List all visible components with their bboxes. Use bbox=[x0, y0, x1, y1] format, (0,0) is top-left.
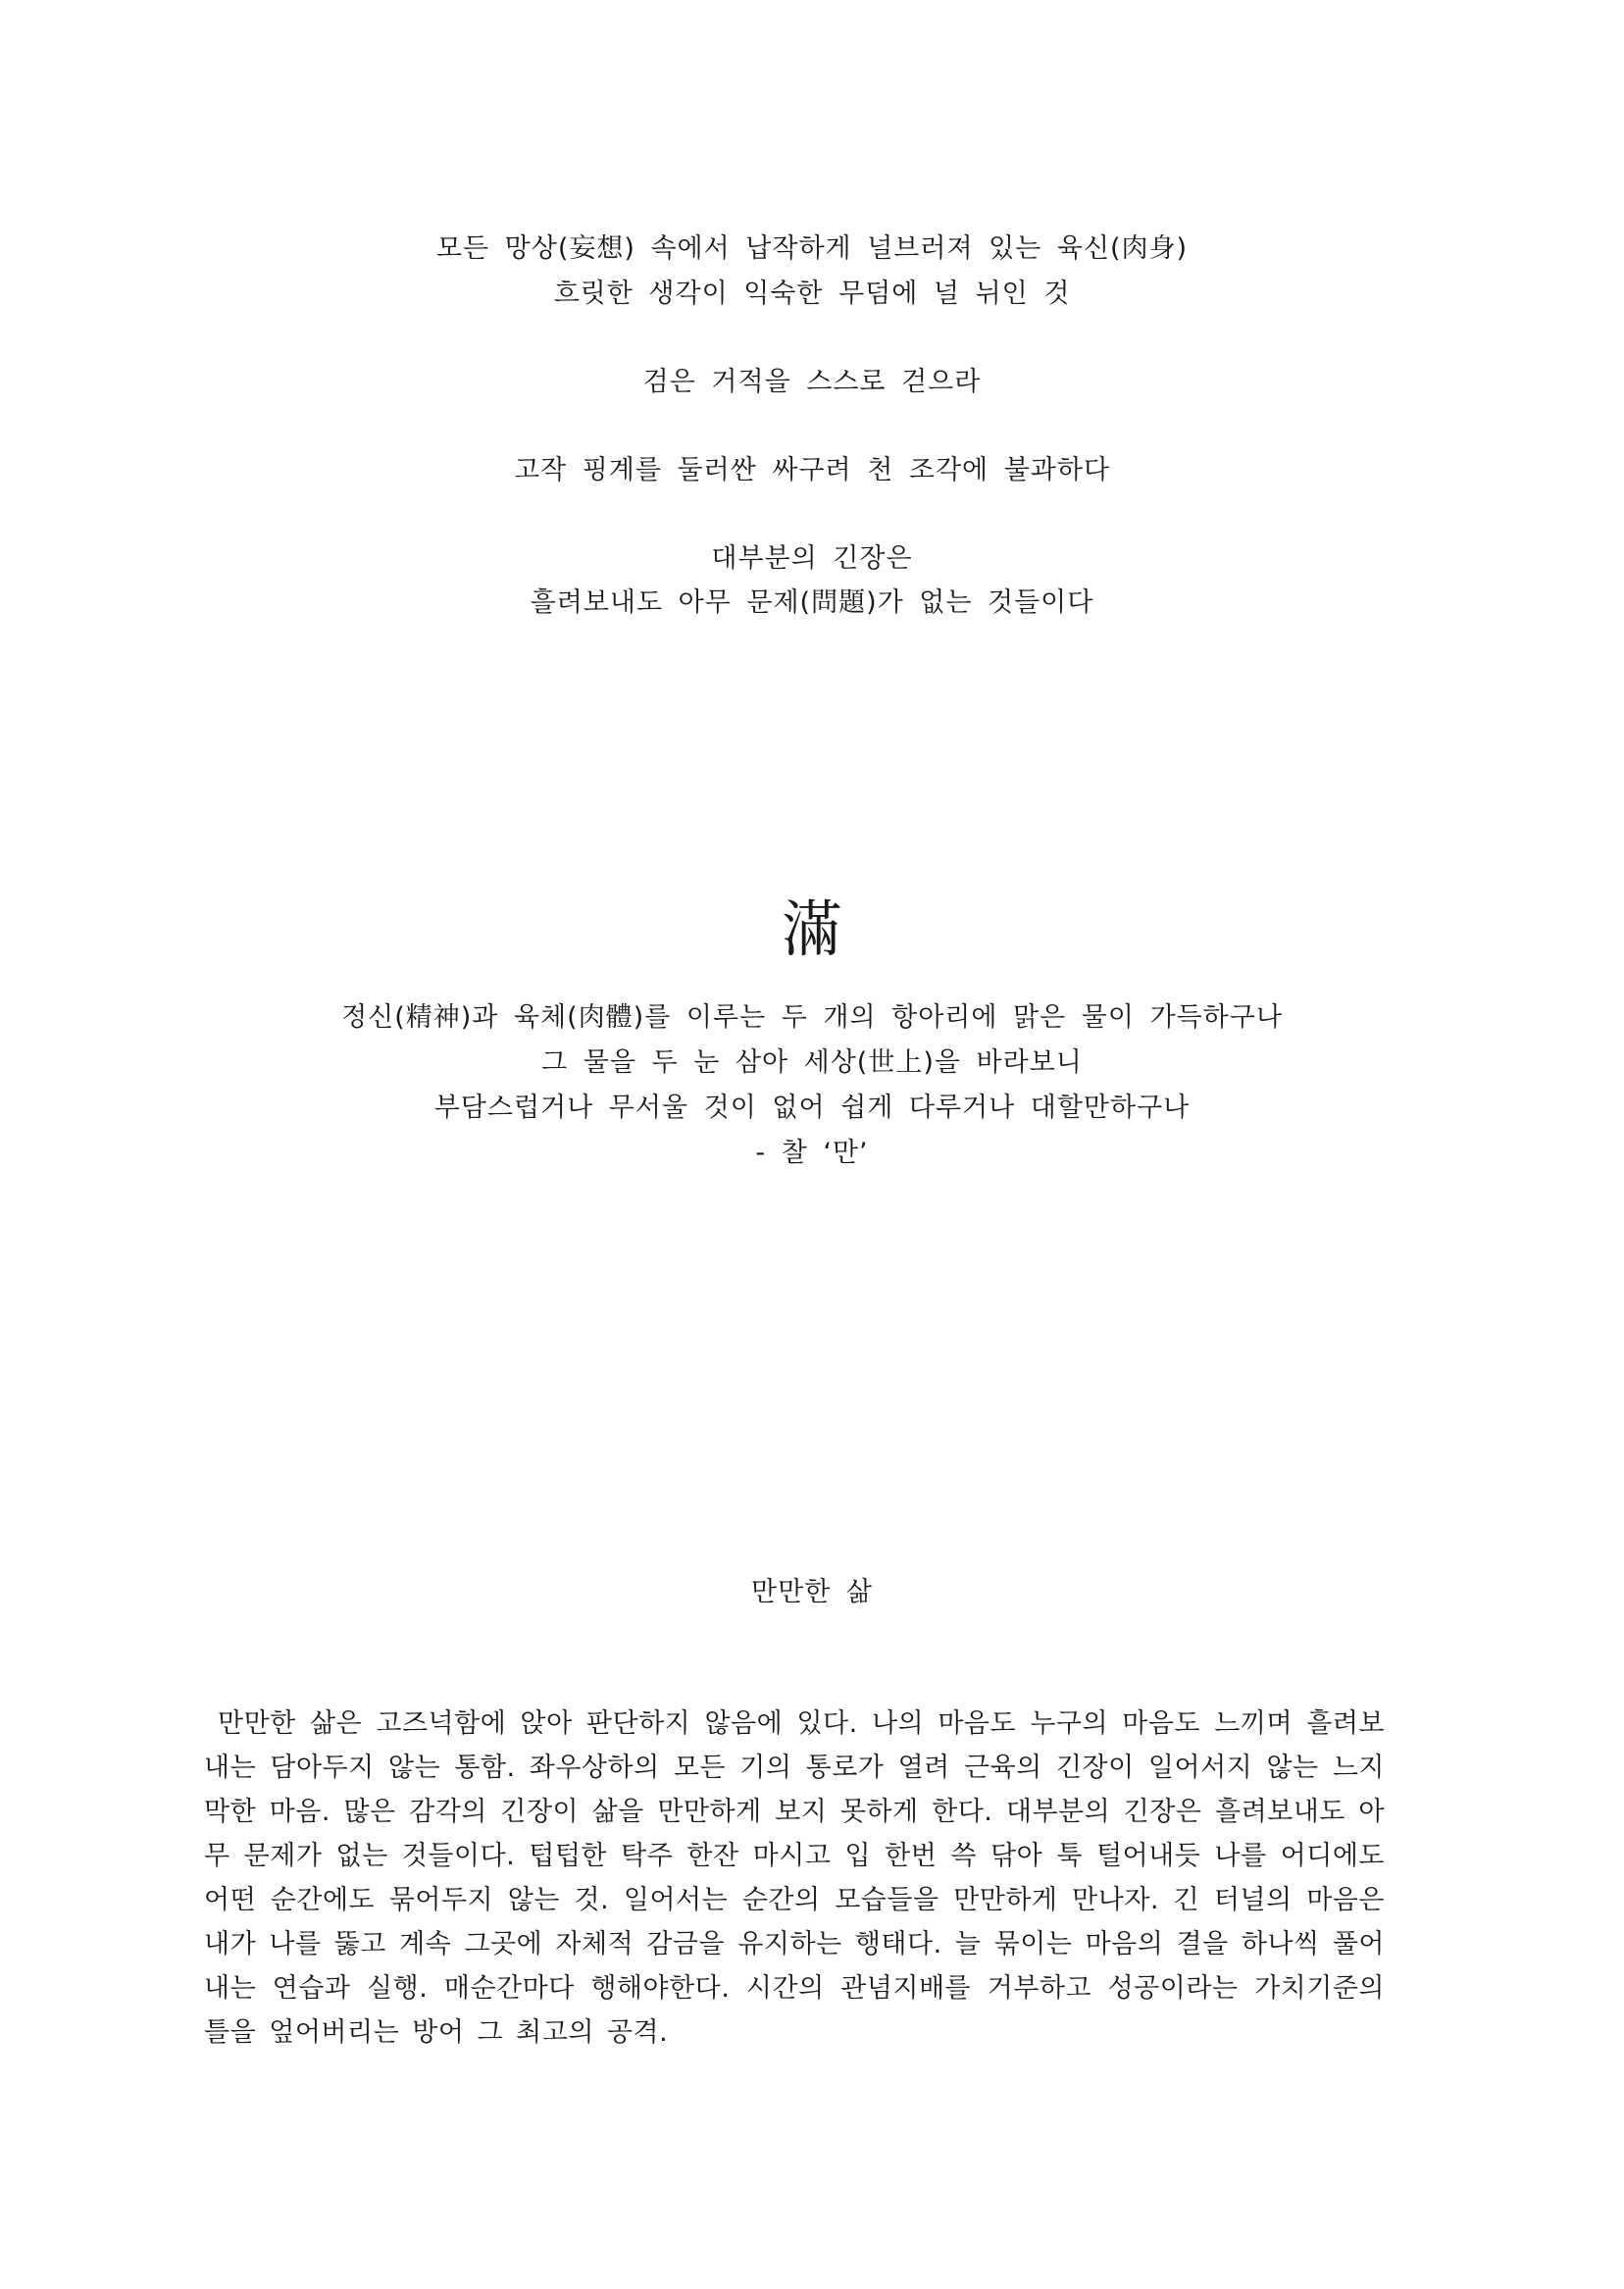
poem-two-attribution: - 찰 ‘만’ bbox=[755, 1138, 869, 1168]
essay-body: 만만한 삶은 고즈넉함에 앉아 판단하지 않음에 있다. 나의 마음도 누구의 마음도 느끼며 흘려보내는 담아두지 않는 통함. 좌우상하의 모든 기의 통로가 열려 근육의 긴장이 일어서지 않는 느지막한 마음. 많은 감각의 긴장이 삶을 만만하게 보지 못하게 한다. 대부분의 긴장은 흘려보내도 아무 문제가 없는 것들이다. 텁텁한 탁주 한잔 마시고 입 한번 쓱 닦아 툭 털어내듯 나를 어디에도 어떤 순간에도 묶어두지 않는 것. 일어서는 순간의 모습들을 만만하게 만나자. 긴 터널의 마음은 내가 나를 뚫고 계속 그곳에 자체적 감금을 유지하는 행태다. 늘 묶이는 마음의 결을 하나씩 풀어내는 연습과 실행. 매순간마다 행해야한다. 시간의 관념지배를 거부하고 성공이라는 가치기준의 틀을 엎어버리는 방어 그 최고의 공격. bbox=[204, 1708, 1385, 2048]
section-heading-character: 滿 bbox=[781, 893, 842, 965]
poem-one-line-1: 모든 망상(妄想) 속에서 납작하게 널브러져 있는 육신(肉身) bbox=[435, 233, 1189, 264]
poem-one-line-5: 대부분의 긴장은 bbox=[711, 543, 913, 574]
poem-two-line-2: 그 물을 두 눈 삼아 세상(世上)을 바라보니 bbox=[541, 1047, 1083, 1078]
poem-one-line-4: 고작 핑계를 둘러싼 싸구려 천 조각에 불과하다 bbox=[513, 455, 1111, 485]
poem-two-line-1: 정신(精神)과 육체(肉體)를 이루는 두 개의 항아리에 맑은 물이 가득하구나 bbox=[341, 1002, 1283, 1033]
essay-title: 만만한 삶 bbox=[751, 1577, 873, 1607]
poem-one-line-6: 흘려보내도 아무 문제(問題)가 없는 것들이다 bbox=[530, 587, 1094, 618]
poem-one-line-3: 검은 거적을 스스로 걷으라 bbox=[642, 367, 982, 397]
poem-two-line-3: 부담스럽거나 무서울 것이 없어 쉽게 다루거나 대할만하구나 bbox=[433, 1093, 1191, 1123]
poem-one-line-2: 흐릿한 생각이 익숙한 무덤에 널 뉘인 것 bbox=[553, 279, 1071, 309]
